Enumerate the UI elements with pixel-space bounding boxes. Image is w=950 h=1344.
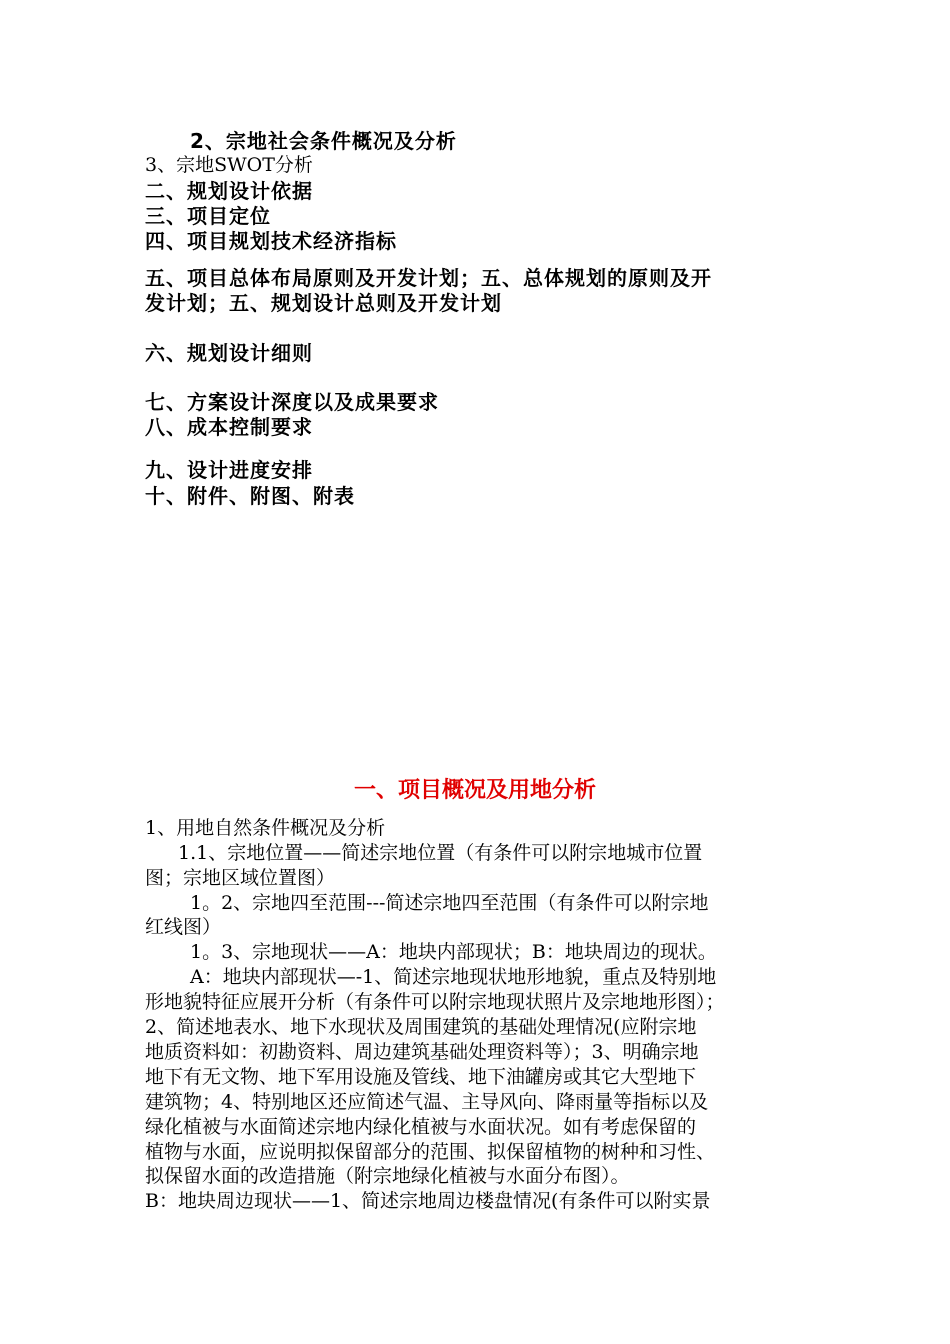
- body-line: 植物与水面，应说明拟保留部分的范围、拟保留植物的树种和习性、: [145, 1141, 716, 1163]
- toc-item-qi: 七、方案设计深度以及成果要求: [145, 390, 439, 414]
- toc-item-shi: 十、附件、附图、附表: [145, 484, 355, 508]
- body-line: 地质资料如：初勘资料、周边建筑基础处理资料等）；3、明确宗地: [145, 1041, 699, 1063]
- body-line: 2、简述地表水、地下水现状及周围建筑的基础处理情况(应附宗地: [145, 1016, 697, 1038]
- toc-item-wu-line1: 五、项目总体布局原则及开发计划；五、总体规划的原则及开: [145, 266, 712, 290]
- body-line: 1。2、宗地四至范围---简述宗地四至范围（有条件可以附宗地: [190, 892, 709, 914]
- body-line: 图；宗地区域位置图）: [145, 867, 336, 889]
- toc-item-jiu: 九、设计进度安排: [145, 458, 313, 482]
- body-line: 1、用地自然条件概况及分析: [145, 817, 386, 839]
- body-line: B：地块周边现状——1、简述宗地周边楼盘情况(有条件可以附实景: [145, 1190, 711, 1212]
- body-line: 地下有无文物、地下军用设施及管线、地下油罐房或其它大型地下: [145, 1066, 697, 1088]
- toc-item-san: 三、项目定位: [145, 204, 271, 228]
- toc-item-si: 四、项目规划技术经济指标: [145, 229, 397, 253]
- toc-item-2-3: 3、宗地SWOT分析: [145, 154, 313, 176]
- toc-item-2-2: 2、宗地社会条件概况及分析: [190, 129, 457, 153]
- body-line: 拟保留水面的改造措施（附宗地绿化植被与水面分布图）。: [145, 1165, 630, 1187]
- toc-item-liu: 六、规划设计细则: [145, 341, 313, 365]
- toc-item-ba: 八、成本控制要求: [145, 415, 313, 439]
- section-title: 一、项目概况及用地分析: [353, 778, 596, 803]
- toc-item-er: 二、规划设计依据: [145, 179, 313, 203]
- body-line: 1。3、宗地现状——A：地块内部现状；B：地块周边的现状。: [190, 941, 717, 963]
- body-line: 绿化植被与水面简述宗地内绿化植被与水面状况。如有考虑保留的: [145, 1116, 697, 1138]
- body-line: A：地块内部现状—-1、简述宗地现状地形地貌，重点及特别地: [190, 966, 717, 988]
- body-line: 1.1、宗地位置——简述宗地位置（有条件可以附宗地城市位置: [178, 842, 703, 864]
- body-line: 建筑物；4、特别地区还应简述气温、主导风向、降雨量等指标以及: [145, 1091, 709, 1113]
- body-line: 形地貌特征应展开分析（有条件可以附宗地现状照片及宗地地形图）；: [145, 991, 725, 1013]
- toc-item-wu-line2: 发计划；五、规划设计总则及开发计划: [145, 291, 502, 315]
- body-line: 红线图）: [145, 916, 222, 938]
